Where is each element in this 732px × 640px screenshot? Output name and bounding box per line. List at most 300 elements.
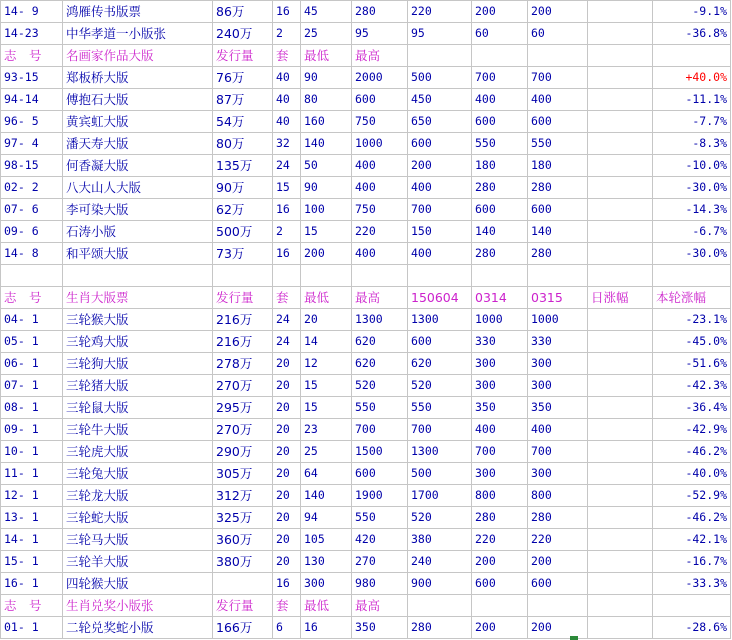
price-0314-cell[interactable]: 800 [472,485,528,507]
round-change-cell[interactable]: +40.0% [653,67,731,89]
set-cell[interactable]: 16 [273,243,301,265]
issue-cell[interactable]: 500万 [213,221,273,243]
code-cell[interactable]: 07- 1 [1,375,63,397]
name-cell[interactable]: 鸿雁传书版票 [63,1,213,23]
code-cell[interactable]: 15- 1 [1,551,63,573]
price-0314-cell[interactable]: 1000 [472,309,528,331]
round-change-cell[interactable]: -33.3% [653,573,731,595]
high-cell[interactable]: 1300 [352,309,408,331]
issue-cell[interactable]: 216万 [213,331,273,353]
issue-cell[interactable]: 135万 [213,155,273,177]
low-cell[interactable]: 最低 [301,595,352,617]
price-0315-cell[interactable]: 300 [528,375,588,397]
low-cell[interactable]: 15 [301,397,352,419]
high-cell[interactable]: 550 [352,507,408,529]
daily-change-cell[interactable] [588,595,653,617]
high-cell[interactable]: 750 [352,111,408,133]
name-cell[interactable]: 四轮猴大版 [63,573,213,595]
price-0315-cell[interactable]: 280 [528,177,588,199]
low-cell[interactable]: 94 [301,507,352,529]
low-cell[interactable]: 45 [301,1,352,23]
daily-change-cell[interactable] [588,529,653,551]
round-change-cell[interactable]: -51.6% [653,353,731,375]
high-cell[interactable]: 400 [352,155,408,177]
price-150604-cell[interactable]: 600 [408,133,472,155]
issue-cell[interactable]: 325万 [213,507,273,529]
price-0314-cell[interactable]: 200 [472,551,528,573]
round-change-cell[interactable]: -8.3% [653,133,731,155]
price-0315-cell[interactable]: 280 [528,507,588,529]
low-cell[interactable]: 90 [301,67,352,89]
round-change-cell[interactable]: -46.2% [653,507,731,529]
set-cell[interactable]: 20 [273,485,301,507]
round-change-cell[interactable]: -16.7% [653,551,731,573]
set-cell[interactable]: 6 [273,617,301,639]
low-cell[interactable]: 200 [301,243,352,265]
code-cell[interactable]: 14- 9 [1,1,63,23]
round-change-cell[interactable]: -7.7% [653,111,731,133]
set-cell[interactable]: 20 [273,353,301,375]
daily-change-cell[interactable] [588,177,653,199]
daily-change-cell[interactable] [588,309,653,331]
price-150604-cell[interactable]: 220 [408,1,472,23]
daily-change-cell[interactable] [588,331,653,353]
high-cell[interactable]: 550 [352,397,408,419]
price-0314-cell[interactable]: 280 [472,507,528,529]
round-change-cell[interactable] [653,595,731,617]
issue-cell[interactable]: 312万 [213,485,273,507]
price-150604-cell[interactable]: 280 [408,617,472,639]
price-0314-cell[interactable]: 140 [472,221,528,243]
low-cell[interactable]: 15 [301,221,352,243]
name-cell[interactable]: 三轮狗大版 [63,353,213,375]
daily-change-cell[interactable] [588,551,653,573]
code-cell[interactable]: 06- 1 [1,353,63,375]
name-cell[interactable]: 二轮兑奖蛇小版 [63,617,213,639]
round-change-cell[interactable]: -10.0% [653,155,731,177]
price-0315-cell[interactable]: 220 [528,529,588,551]
daily-change-cell[interactable] [588,221,653,243]
name-cell[interactable]: 三轮猴大版 [63,309,213,331]
issue-cell[interactable]: 295万 [213,397,273,419]
high-cell[interactable]: 1000 [352,133,408,155]
price-0314-cell[interactable]: 180 [472,155,528,177]
round-change-cell[interactable]: -40.0% [653,463,731,485]
low-cell[interactable]: 16 [301,617,352,639]
price-150604-cell[interactable] [408,45,472,67]
high-cell[interactable]: 220 [352,221,408,243]
price-150604-cell[interactable]: 520 [408,375,472,397]
issue-cell[interactable] [213,573,273,595]
issue-cell[interactable]: 278万 [213,353,273,375]
daily-change-cell[interactable] [588,1,653,23]
name-cell[interactable]: 三轮鸡大版 [63,331,213,353]
price-0314-cell[interactable]: 330 [472,331,528,353]
name-cell[interactable] [63,265,213,287]
high-cell[interactable]: 280 [352,1,408,23]
set-cell[interactable]: 20 [273,441,301,463]
price-0314-cell[interactable]: 350 [472,397,528,419]
round-change-cell[interactable]: -30.0% [653,177,731,199]
daily-change-cell[interactable] [588,199,653,221]
round-change-cell[interactable]: -28.6% [653,617,731,639]
code-cell[interactable]: 16- 1 [1,573,63,595]
price-0315-cell[interactable]: 700 [528,67,588,89]
name-cell[interactable]: 生肖兑奖小版张 [63,595,213,617]
price-0314-cell[interactable]: 280 [472,177,528,199]
price-0315-cell[interactable] [528,45,588,67]
daily-change-cell[interactable] [588,507,653,529]
name-cell[interactable]: 和平颂大版 [63,243,213,265]
issue-cell[interactable]: 90万 [213,177,273,199]
price-0315-cell[interactable]: 800 [528,485,588,507]
daily-change-cell[interactable] [588,23,653,45]
low-cell[interactable]: 25 [301,441,352,463]
low-cell[interactable]: 140 [301,485,352,507]
issue-cell[interactable]: 380万 [213,551,273,573]
set-cell[interactable]: 20 [273,419,301,441]
high-cell[interactable]: 700 [352,419,408,441]
price-0314-cell[interactable]: 300 [472,463,528,485]
set-cell[interactable]: 20 [273,375,301,397]
price-0315-cell[interactable]: 200 [528,617,588,639]
daily-change-cell[interactable]: 日涨幅 [588,287,653,309]
high-cell[interactable] [352,265,408,287]
price-150604-cell[interactable]: 380 [408,529,472,551]
daily-change-cell[interactable] [588,155,653,177]
set-cell[interactable]: 20 [273,551,301,573]
price-150604-cell[interactable]: 700 [408,419,472,441]
price-0314-cell[interactable]: 550 [472,133,528,155]
price-0315-cell[interactable]: 200 [528,551,588,573]
issue-cell[interactable]: 166万 [213,617,273,639]
price-0314-cell[interactable] [472,595,528,617]
price-0315-cell[interactable]: 330 [528,331,588,353]
code-cell[interactable]: 04- 1 [1,309,63,331]
price-150604-cell[interactable]: 550 [408,397,472,419]
price-0314-cell[interactable]: 200 [472,617,528,639]
price-0315-cell[interactable]: 600 [528,573,588,595]
name-cell[interactable]: 八大山人大版 [63,177,213,199]
price-0314-cell[interactable]: 600 [472,111,528,133]
price-0315-cell[interactable] [528,265,588,287]
price-0315-cell[interactable]: 0315 [528,287,588,309]
price-0315-cell[interactable]: 300 [528,463,588,485]
low-cell[interactable]: 最低 [301,45,352,67]
code-cell[interactable]: 14-23 [1,23,63,45]
code-cell[interactable]: 97- 4 [1,133,63,155]
price-0315-cell[interactable]: 300 [528,353,588,375]
low-cell[interactable]: 64 [301,463,352,485]
round-change-cell[interactable]: -42.1% [653,529,731,551]
set-cell[interactable]: 20 [273,463,301,485]
low-cell[interactable]: 100 [301,199,352,221]
low-cell[interactable]: 130 [301,551,352,573]
price-0315-cell[interactable]: 400 [528,419,588,441]
round-change-cell[interactable] [653,45,731,67]
name-cell[interactable]: 李可染大版 [63,199,213,221]
price-0315-cell[interactable]: 600 [528,199,588,221]
name-cell[interactable]: 三轮蛇大版 [63,507,213,529]
price-0315-cell[interactable]: 400 [528,89,588,111]
low-cell[interactable]: 160 [301,111,352,133]
round-change-cell[interactable]: 本轮涨幅 [653,287,731,309]
price-150604-cell[interactable]: 500 [408,67,472,89]
high-cell[interactable]: 270 [352,551,408,573]
daily-change-cell[interactable] [588,573,653,595]
code-cell[interactable]: 12- 1 [1,485,63,507]
issue-cell[interactable]: 360万 [213,529,273,551]
issue-cell[interactable]: 290万 [213,441,273,463]
name-cell[interactable]: 何香凝大版 [63,155,213,177]
set-cell[interactable]: 24 [273,155,301,177]
daily-change-cell[interactable] [588,111,653,133]
high-cell[interactable]: 2000 [352,67,408,89]
code-cell[interactable]: 志 号 [1,595,63,617]
set-cell[interactable]: 20 [273,529,301,551]
price-0314-cell[interactable]: 700 [472,441,528,463]
price-150604-cell[interactable]: 150604 [408,287,472,309]
issue-cell[interactable]: 62万 [213,199,273,221]
daily-change-cell[interactable] [588,419,653,441]
code-cell[interactable]: 志 号 [1,287,63,309]
price-0315-cell[interactable]: 200 [528,1,588,23]
price-0314-cell[interactable]: 400 [472,419,528,441]
set-cell[interactable]: 套 [273,595,301,617]
daily-change-cell[interactable] [588,89,653,111]
round-change-cell[interactable]: -9.1% [653,1,731,23]
price-0314-cell[interactable]: 200 [472,1,528,23]
high-cell[interactable]: 最高 [352,287,408,309]
issue-cell[interactable]: 73万 [213,243,273,265]
daily-change-cell[interactable] [588,617,653,639]
high-cell[interactable]: 620 [352,353,408,375]
issue-cell[interactable]: 87万 [213,89,273,111]
name-cell[interactable]: 潘天寿大版 [63,133,213,155]
name-cell[interactable]: 三轮羊大版 [63,551,213,573]
round-change-cell[interactable]: -11.1% [653,89,731,111]
price-150604-cell[interactable]: 650 [408,111,472,133]
name-cell[interactable]: 三轮马大版 [63,529,213,551]
price-150604-cell[interactable]: 520 [408,507,472,529]
price-150604-cell[interactable] [408,595,472,617]
set-cell[interactable] [273,265,301,287]
code-cell[interactable]: 09- 6 [1,221,63,243]
price-150604-cell[interactable]: 600 [408,331,472,353]
price-0315-cell[interactable]: 140 [528,221,588,243]
low-cell[interactable]: 140 [301,133,352,155]
round-change-cell[interactable]: -52.9% [653,485,731,507]
price-0314-cell[interactable]: 300 [472,375,528,397]
set-cell[interactable]: 40 [273,89,301,111]
code-cell[interactable] [1,265,63,287]
round-change-cell[interactable]: -14.3% [653,199,731,221]
low-cell[interactable]: 14 [301,331,352,353]
price-0315-cell[interactable]: 1000 [528,309,588,331]
price-150604-cell[interactable]: 400 [408,177,472,199]
code-cell[interactable]: 02- 2 [1,177,63,199]
price-150604-cell[interactable]: 900 [408,573,472,595]
daily-change-cell[interactable] [588,243,653,265]
issue-cell[interactable]: 54万 [213,111,273,133]
issue-cell[interactable]: 76万 [213,67,273,89]
high-cell[interactable]: 350 [352,617,408,639]
price-0315-cell[interactable] [528,595,588,617]
name-cell[interactable]: 傅抱石大版 [63,89,213,111]
name-cell[interactable]: 三轮牛大版 [63,419,213,441]
issue-cell[interactable]: 216万 [213,309,273,331]
code-cell[interactable]: 13- 1 [1,507,63,529]
round-change-cell[interactable]: -36.8% [653,23,731,45]
issue-cell[interactable] [213,265,273,287]
low-cell[interactable]: 50 [301,155,352,177]
daily-change-cell[interactable] [588,133,653,155]
code-cell[interactable]: 09- 1 [1,419,63,441]
price-0314-cell[interactable]: 60 [472,23,528,45]
price-150604-cell[interactable]: 1300 [408,441,472,463]
issue-cell[interactable]: 发行量 [213,595,273,617]
round-change-cell[interactable]: -46.2% [653,441,731,463]
low-cell[interactable]: 300 [301,573,352,595]
price-0314-cell[interactable]: 400 [472,89,528,111]
set-cell[interactable]: 2 [273,23,301,45]
name-cell[interactable]: 三轮龙大版 [63,485,213,507]
code-cell[interactable]: 98-15 [1,155,63,177]
price-150604-cell[interactable]: 200 [408,155,472,177]
issue-cell[interactable]: 270万 [213,419,273,441]
daily-change-cell[interactable] [588,463,653,485]
name-cell[interactable]: 石涛小版 [63,221,213,243]
price-0314-cell[interactable] [472,265,528,287]
name-cell[interactable]: 中华孝道一小版张 [63,23,213,45]
price-150604-cell[interactable]: 1300 [408,309,472,331]
issue-cell[interactable]: 发行量 [213,287,273,309]
set-cell[interactable]: 2 [273,221,301,243]
set-cell[interactable]: 40 [273,67,301,89]
low-cell[interactable]: 23 [301,419,352,441]
round-change-cell[interactable]: -36.4% [653,397,731,419]
high-cell[interactable]: 400 [352,177,408,199]
round-change-cell[interactable]: -30.0% [653,243,731,265]
code-cell[interactable]: 05- 1 [1,331,63,353]
high-cell[interactable]: 980 [352,573,408,595]
high-cell[interactable]: 750 [352,199,408,221]
set-cell[interactable]: 20 [273,507,301,529]
price-150604-cell[interactable]: 620 [408,353,472,375]
price-150604-cell[interactable]: 700 [408,199,472,221]
price-0314-cell[interactable]: 600 [472,573,528,595]
price-150604-cell[interactable]: 500 [408,463,472,485]
round-change-cell[interactable]: -45.0% [653,331,731,353]
issue-cell[interactable]: 305万 [213,463,273,485]
high-cell[interactable]: 最高 [352,45,408,67]
daily-change-cell[interactable] [588,67,653,89]
daily-change-cell[interactable] [588,45,653,67]
set-cell[interactable]: 16 [273,199,301,221]
code-cell[interactable]: 14- 8 [1,243,63,265]
high-cell[interactable]: 600 [352,463,408,485]
price-0314-cell[interactable]: 220 [472,529,528,551]
code-cell[interactable]: 10- 1 [1,441,63,463]
name-cell[interactable]: 三轮猪大版 [63,375,213,397]
set-cell[interactable]: 16 [273,573,301,595]
set-cell[interactable]: 16 [273,1,301,23]
low-cell[interactable]: 最低 [301,287,352,309]
price-0314-cell[interactable]: 700 [472,67,528,89]
set-cell[interactable]: 套 [273,287,301,309]
code-cell[interactable]: 94-14 [1,89,63,111]
round-change-cell[interactable]: -23.1% [653,309,731,331]
issue-cell[interactable]: 发行量 [213,45,273,67]
daily-change-cell[interactable] [588,397,653,419]
name-cell[interactable]: 黄宾虹大版 [63,111,213,133]
daily-change-cell[interactable] [588,265,653,287]
price-150604-cell[interactable]: 400 [408,243,472,265]
name-cell[interactable]: 郑板桥大版 [63,67,213,89]
price-150604-cell[interactable] [408,265,472,287]
price-0314-cell[interactable]: 300 [472,353,528,375]
selection-handle[interactable] [570,636,578,640]
daily-change-cell[interactable] [588,353,653,375]
high-cell[interactable]: 1500 [352,441,408,463]
high-cell[interactable]: 1900 [352,485,408,507]
high-cell[interactable]: 420 [352,529,408,551]
daily-change-cell[interactable] [588,375,653,397]
code-cell[interactable]: 07- 6 [1,199,63,221]
price-0315-cell[interactable]: 280 [528,243,588,265]
code-cell[interactable]: 01- 1 [1,617,63,639]
name-cell[interactable]: 三轮虎大版 [63,441,213,463]
name-cell[interactable]: 生肖大版票 [63,287,213,309]
issue-cell[interactable]: 240万 [213,23,273,45]
name-cell[interactable]: 名画家作品大版 [63,45,213,67]
price-0314-cell[interactable]: 600 [472,199,528,221]
code-cell[interactable]: 08- 1 [1,397,63,419]
price-0314-cell[interactable] [472,45,528,67]
price-0315-cell[interactable]: 60 [528,23,588,45]
issue-cell[interactable]: 270万 [213,375,273,397]
price-150604-cell[interactable]: 95 [408,23,472,45]
issue-cell[interactable]: 80万 [213,133,273,155]
price-150604-cell[interactable]: 450 [408,89,472,111]
price-0315-cell[interactable]: 350 [528,397,588,419]
code-cell[interactable]: 93-15 [1,67,63,89]
round-change-cell[interactable]: -42.9% [653,419,731,441]
round-change-cell[interactable]: -42.3% [653,375,731,397]
price-0315-cell[interactable]: 700 [528,441,588,463]
set-cell[interactable]: 40 [273,111,301,133]
price-150604-cell[interactable]: 150 [408,221,472,243]
code-cell[interactable]: 11- 1 [1,463,63,485]
high-cell[interactable]: 95 [352,23,408,45]
name-cell[interactable]: 三轮鼠大版 [63,397,213,419]
issue-cell[interactable]: 86万 [213,1,273,23]
price-0315-cell[interactable]: 550 [528,133,588,155]
set-cell[interactable]: 24 [273,331,301,353]
set-cell[interactable]: 套 [273,45,301,67]
set-cell[interactable]: 15 [273,177,301,199]
code-cell[interactable]: 14- 1 [1,529,63,551]
price-0315-cell[interactable]: 600 [528,111,588,133]
name-cell[interactable]: 三轮兔大版 [63,463,213,485]
daily-change-cell[interactable] [588,485,653,507]
low-cell[interactable]: 90 [301,177,352,199]
round-change-cell[interactable] [653,265,731,287]
price-0314-cell[interactable]: 0314 [472,287,528,309]
price-150604-cell[interactable]: 1700 [408,485,472,507]
price-0314-cell[interactable]: 280 [472,243,528,265]
price-0315-cell[interactable]: 180 [528,155,588,177]
